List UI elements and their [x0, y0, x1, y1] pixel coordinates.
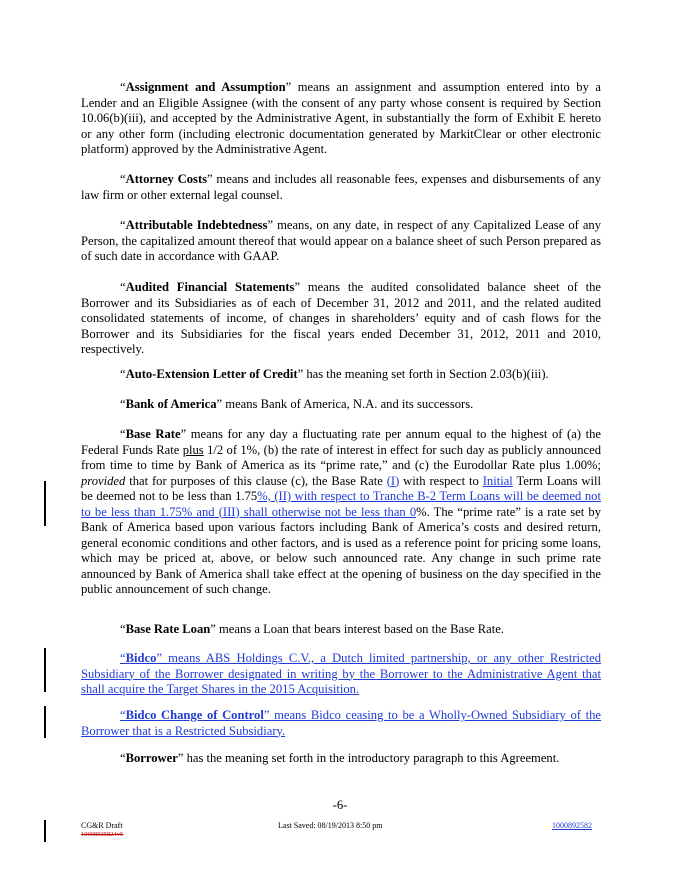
definition-bidco: “Bidco” means ABS Holdings C.V., a Dutch limited partnership, or any other Restricted Subsidiary of the Borrower designated in writing by the Borrower to the Administrative Agent that shall acquire the Target Shares in the 2015 Acquisition.	[81, 651, 601, 696]
defined-term: Borrower	[125, 751, 178, 765]
defined-term: Bank of America	[125, 397, 217, 411]
definition-borrower: “Borrower” has the meaning set forth in the introductory paragraph to this Agreement.	[120, 751, 560, 765]
change-bar	[44, 706, 46, 738]
footer-deleted-doc-id: 10008925824v5	[81, 831, 124, 838]
page-number: -6-	[332, 798, 348, 812]
defined-term: Audited Financial Statements	[125, 280, 295, 294]
defined-term: Base Rate	[125, 427, 181, 441]
definition-attorney-costs: “Attorney Costs” means and includes all reasonable fees, expenses and disbursements of any law firm or other external legal counsel.	[81, 172, 602, 202]
defined-term: Bidco	[125, 651, 157, 665]
definition-auto-extension-letter-of-credit: “Auto-Extension Letter of Credit” has the meaning set forth in Section 2.03(b)(iii).	[120, 367, 549, 381]
footer-last-saved: Last Saved: 08/19/2013 8:50 pm	[278, 821, 383, 830]
inserted-text: (I)	[386, 473, 400, 488]
change-bar	[44, 820, 46, 842]
footer-left	[81, 821, 123, 839]
definition-bidco-change-of-control: “Bidco Change of Control” means Bidco ceasing to be a Wholly-Owned Subsidiary of the Borrower that is a Restricted Subsidiary.	[81, 708, 602, 738]
footer-doc-id: 1000892582	[552, 821, 592, 830]
definition-assignment-and-assumption: “Assignment and Assumption” means an assignment and assumption entered into by a Lender and an Eligible Assignee (with the consent of any party whose consent is required by Section 10.06(b)(iii), and accepted by the Administrative Agent, in substantially the form of Exhibit E hereto or any other form (including electronic documentation generated by MarkitClear or other electronic platform) approved by the Administrative Agent.	[81, 80, 601, 156]
defined-term: Auto-Extension Letter of Credit	[125, 367, 298, 381]
change-bar	[44, 648, 46, 692]
definition-base-rate-loan: “Base Rate Loan” means a Loan that bears interest based on the Base Rate.	[120, 622, 505, 636]
inserted-text: Initial	[482, 473, 513, 488]
definition-attributable-indebtedness: “Attributable Indebtedness” means, on any date, in respect of any Capitalized Lease of any Person, the capitalized amount thereof that would appear on a balance sheet of such Person prepared as of such date in accordance with GAAP.	[81, 218, 602, 263]
defined-term: Bidco Change of Control	[125, 708, 264, 722]
change-bar	[44, 481, 46, 526]
defined-term: Base Rate Loan	[125, 622, 211, 636]
emphasis-plus: plus	[182, 442, 204, 457]
definition-audited-financial-statements: “Audited Financial Statements” means the audited consolidated balance sheet of the Borrower and its Subsidiaries as of each of December 31, 2012 and 2011, and the related audited consolidated statements of income, of changes in shareholders’ equity and of cash flows for the Borrower and its Subsidiaries for the fiscal years ended December 31, 2012, 2011 and 2010, respectively.	[81, 280, 601, 356]
defined-term: Attributable Indebtedness	[125, 218, 268, 232]
footer-draft-label: CG&R Draft	[81, 821, 123, 830]
definition-bank-of-america: “Bank of America” means Bank of America, N.A. and its successors.	[120, 397, 474, 411]
emphasis-provided: provided	[81, 473, 126, 488]
definition-base-rate: “Base Rate” means for any day a fluctuating rate per annum equal to the highest of (a) the Federal Funds Rate plus 1/2 of 1%, (b) the rate of interest in effect for such day as publicly announced from time to time by Bank of America as its “prime rate,” and (c) the Eurodollar Rate plus 1.00%; provided that for purposes of this clause (c), the Base Rate (I) with respect to Initial Term Loans will be deemed not to be less than 1.75%, (II) with respect to Tranche B-2 Term Loans will be deemed not to be less than 1.75% and (III) shall otherwise not be less than 0%. The “prime rate” is a rate set by Bank of America based upon various factors including Bank of America’s costs and desired return, general economic conditions and other factors, and is used as a reference point for pricing some loans, which may be priced at, above, or below such announced rate. Any change in such prime rate announced by Bank of America shall take effect at the opening of business on the day specified in the public announcement of such change.	[81, 427, 601, 596]
defined-term: Attorney Costs	[125, 172, 208, 186]
defined-term: Assignment and Assumption	[125, 80, 286, 94]
inserted-text: %, (II) with respect to Tranche B-2 Term Loans will be deemed not to be less than 1.75% and (III) shall otherwise not be less than 0	[81, 489, 601, 519]
